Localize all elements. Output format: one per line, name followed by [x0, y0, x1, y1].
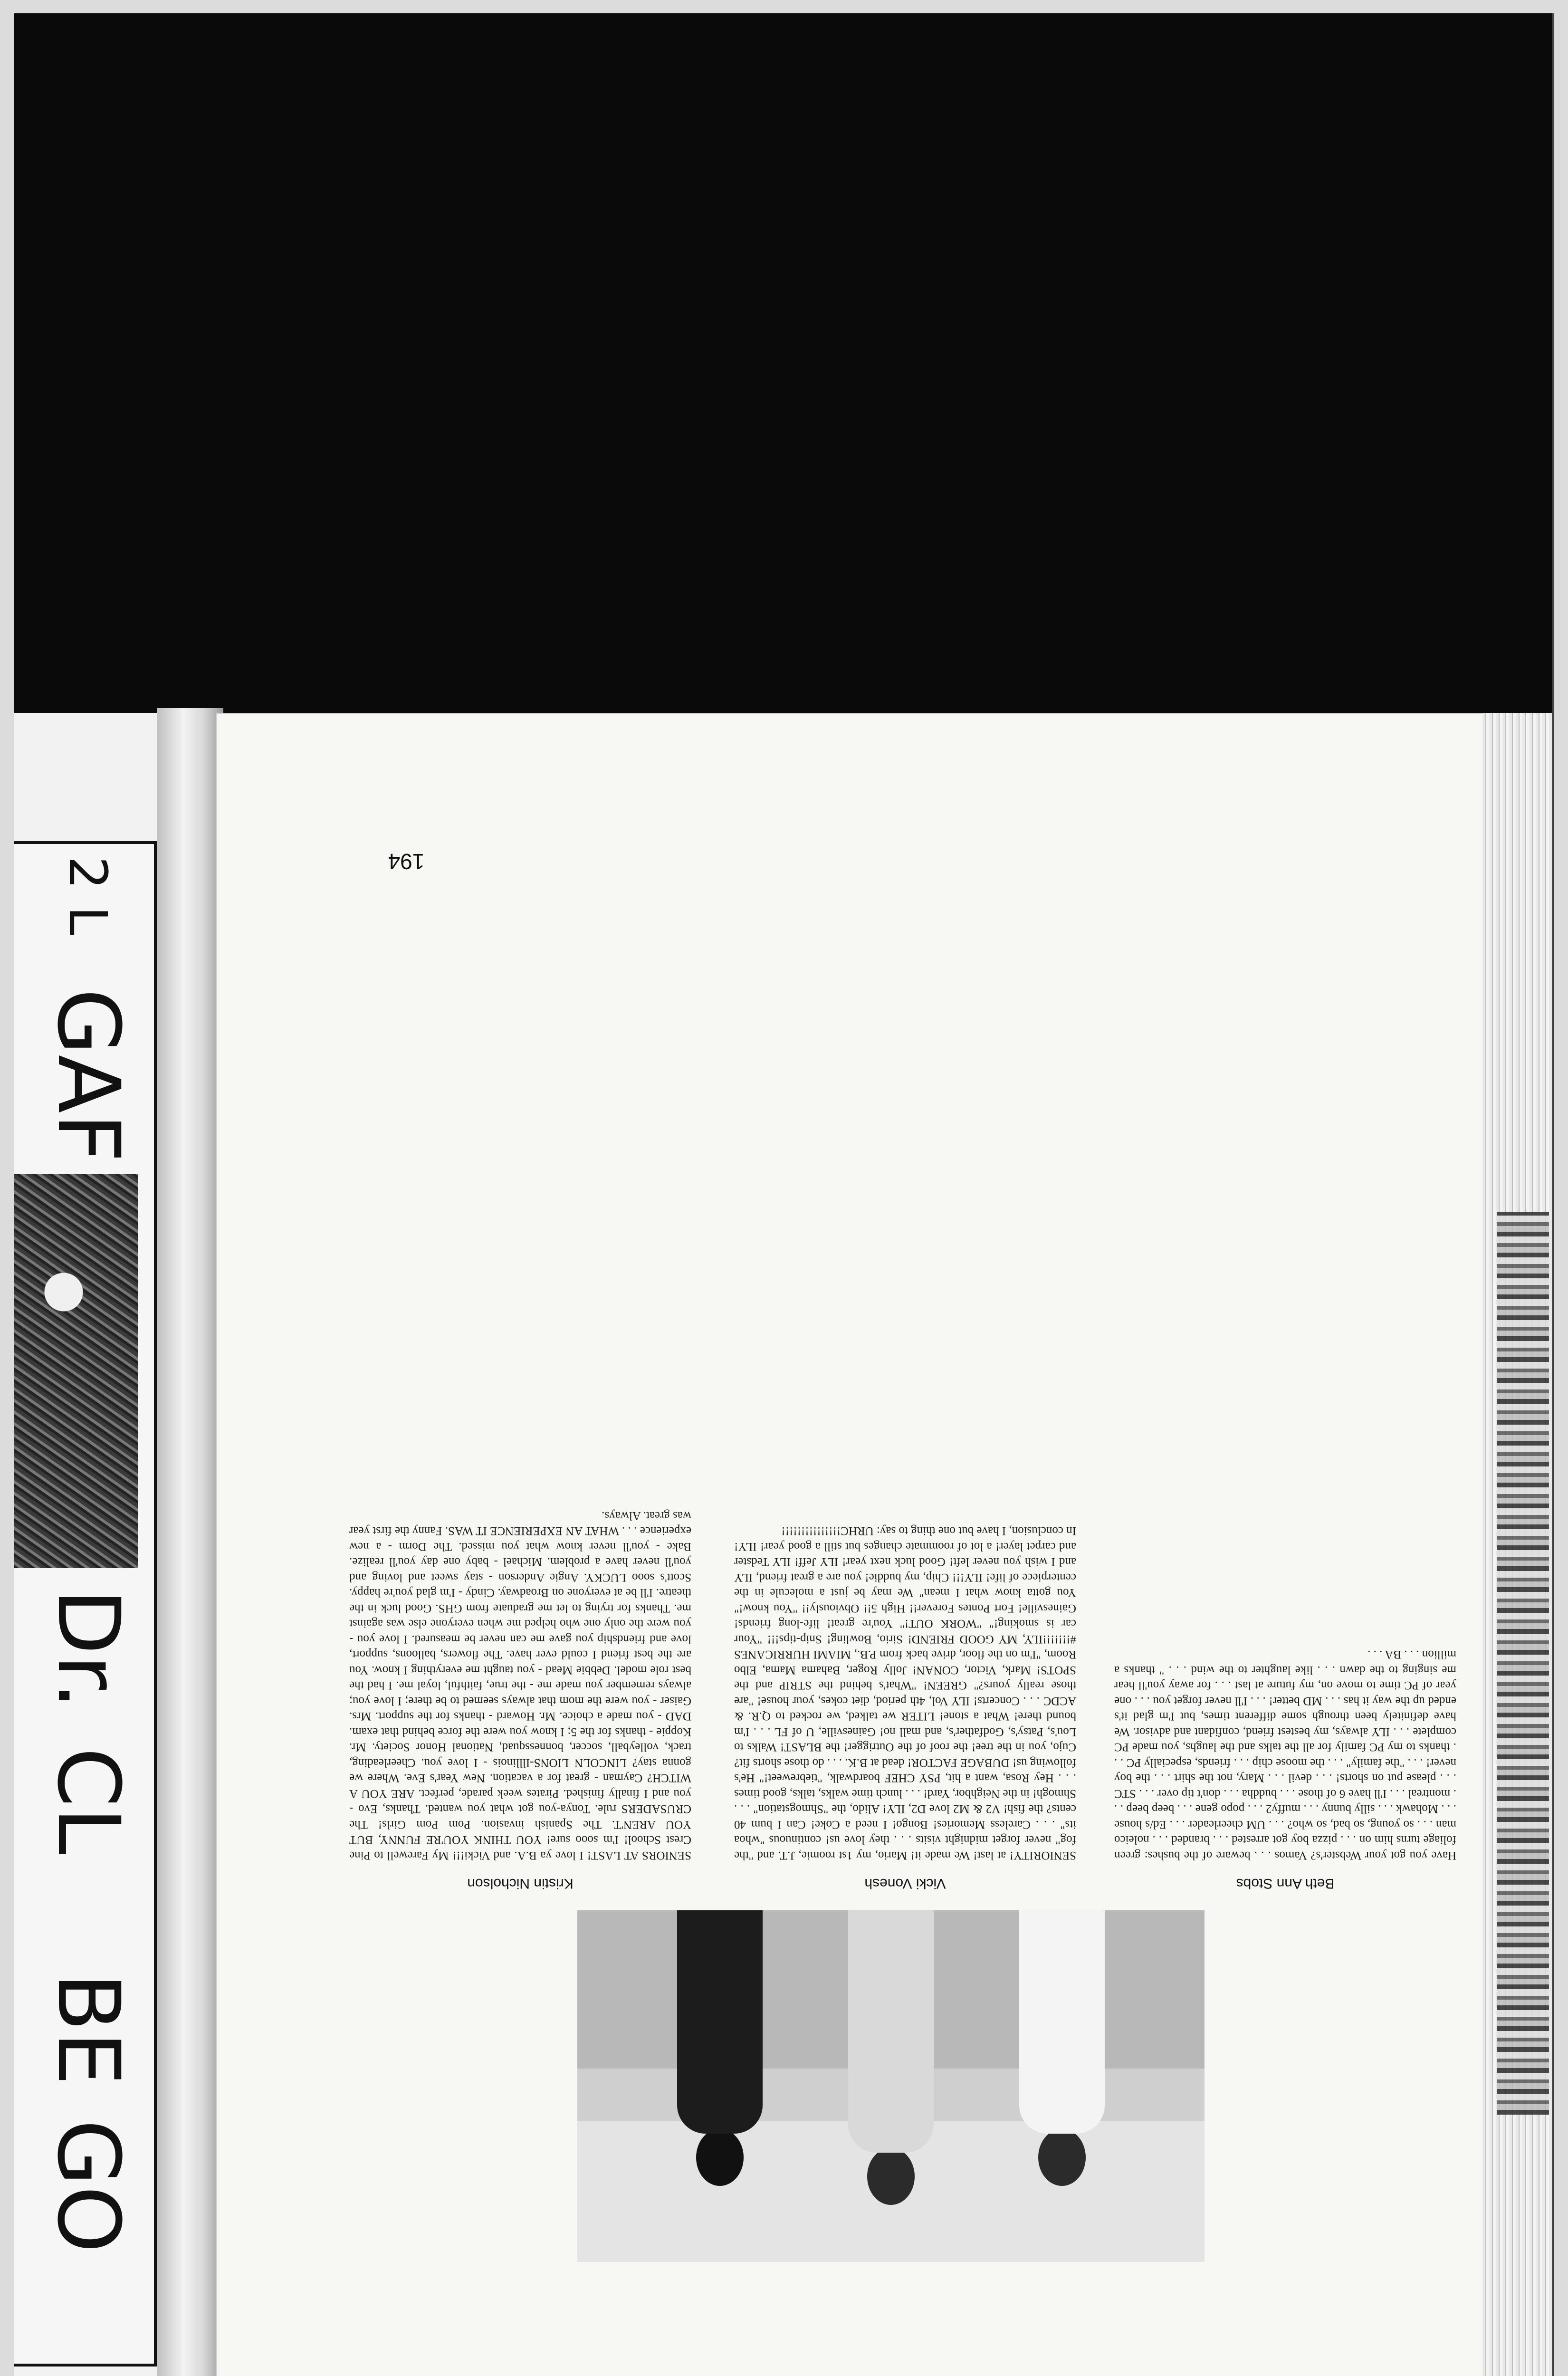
left-heading-4: Dr. [38, 1589, 138, 1709]
entry-name-1: Beth Ann Stobs [1236, 1876, 1335, 1891]
left-heading-1: GO [38, 2119, 138, 2253]
left-heading-5: GAF [38, 988, 138, 1163]
left-heading-3: CL [38, 1747, 138, 1855]
entry-text-1: Have you got your Webster's? Vamos . . . beware of the bushes: green foliage turns him on . . . pizza boy got arrested . . . branded . . . noleico man . . . so young, so bad, so who? . . . UM cheerleader . . . Ed/s house . . . Mohawk . . . silly bunny . . . muffy2 . . . popo gene . . . beep beep . . . montreal . . . I'll have 6 of those . . . buddha . . . don't tip over . . . STC . . . please put on shorts! . . . devil . . . Mary, not the shirt . . . the boy never! . . . "the family" . . . the moose chip . . . friends, especially PC . . . thanks to my PC family for all the talks and the laughs, you made PC complete . . . ILY always, my bestest friend, confidant and advisor. We have definitely been through some different times, but I'm glad it's ended up the way it has . . . MD better! . . . I'll never forget you . . . one year of PC time to move on, my future at last . . . for away you'll hear me singing to the dawn . . . like laughter to the wind . . . " thanks a million . . . BA . . . [1114, 1648, 1456, 1862]
scan-frame [14, 13, 1554, 2376]
left-heading-2: BE [38, 1973, 138, 2086]
entry-name-2: Vicki Vonesh [864, 1876, 946, 1891]
entry-text-3: SENIORS AT LAST! I love ya B.A. and Vicki!!! My Farewell to Pine Crest School! I'm sooo sure! YOU THINK YOU'RE FUNNY, BUT YOU AREN'T. The Spanish invasion. Pom Pom Girls! The CRUSADERS rule. Tonya-you got what you wanted. Thanks, Evo - you and I finally finished. Pirates week parade, perfect. ARE YOU A WITCH? Cayman - great for a vacation. New Year's Eve. Where we gonna stay? LINCOLN LIONS-Illlinois - I love you. Cheerleading, track, volleyball, soccer, bonnessquad, National Honor Society. Mr. Koppie - thanks for the 5; I know you were the force behind that exam. DAD - you made a choice. Mr. Howard - thanks for the support. Mrs. Gaiser - you were the mom that always seemed to be there; I love you; always remember you made me - the true, faithful, loyal me. I had the best role model. Debbie Mead - you taught me everything I know. You are the best friend I could ever have. The flowers, balloons, support, love and friendship you gave me can never be measured. I love you - you were the only one who helped me when everyone else was against me. Thanks for trying to let me graduate from GHS. Good luck in the theatre. I'll be at everyone on Broadway. Cindy - I'm glad you're happy. Scott's sooo LUCKY. Angie Anderson - stay sweet and loving and you'll never have a problem. Michael - baby one day you'll realize. Bake - you'll never know what you missed. The Dorm - a new experience . . . WHAT AN EXPERIENCE IT WAS. Fanny the first year was great. Always. [349, 1509, 691, 1862]
left-heading-6: 2 L [57, 856, 118, 936]
entry-name-3: Kristin Nicholson [467, 1876, 574, 1891]
entry-text-2: SENIORITY! at last! We made it! Mario, my 1st roomie, J.T. and "the fog" never forget midnight visits . . . they love us! continuous "whoa its" . . . Careless Memories! Bongo! I need a Coke! Can I bum 40 cents? the fish! V2 & M2 love D2, ILY! Alido, the "Shmogstation" . . . Shmogh! in the Neighbor, Yard! . . . lunch time walks, talks, good times . . . Hey Rosa, want a hit, PSY CHEF boardwalk, "tiebreweet!" He's following us! DUBAGE FACTOR! dead at B.K. . . . do those shorts fit? Cujo, you in the tree! the roof of the Outrigger! the BLAST! Walks to Lou's, Patsy's, Godfather's, and mall no! Gainesville, U of FL . . . I'm bound there! What a stone! LITER we talked, we rocked to Q.R. & ACDC . . . Concerts! ILY Vol, 4th period, diet cokes, your house! "are those really yours?" GREEN! "What's behind the STRIP and the SPOTS! Mark, Victor, CONAN! Jolly Roger, Bahama Mama, Elbo Room, "I'm on the floor, drive back from P.B., MIAMI HURRICANES #!!!!!!!ILY, MY GOOD FRIEND! Sirio, Bowling! Snip-tips!!! "Your car is smoking!" "WORK OUT!" You're great! life-long friends! Gainesville! Fort Pontes Forever!! High 5!! Obviously!! "You know!" You gotta know what I mean" We may be just a molecule in the centerpiece of life! ILY!!! Chip, my buddie! you are a great friend, ILY and I wish you never left! Good luck next year! ILY Jeff! ILY Tedster and carpet layer! a lot of roommate changes but still a good year! ILY! In conclusion, I have but one thing to say: URHC!!!!!!!!!!!!!!! [734, 1524, 1076, 1862]
page-number: 194 [388, 849, 425, 874]
